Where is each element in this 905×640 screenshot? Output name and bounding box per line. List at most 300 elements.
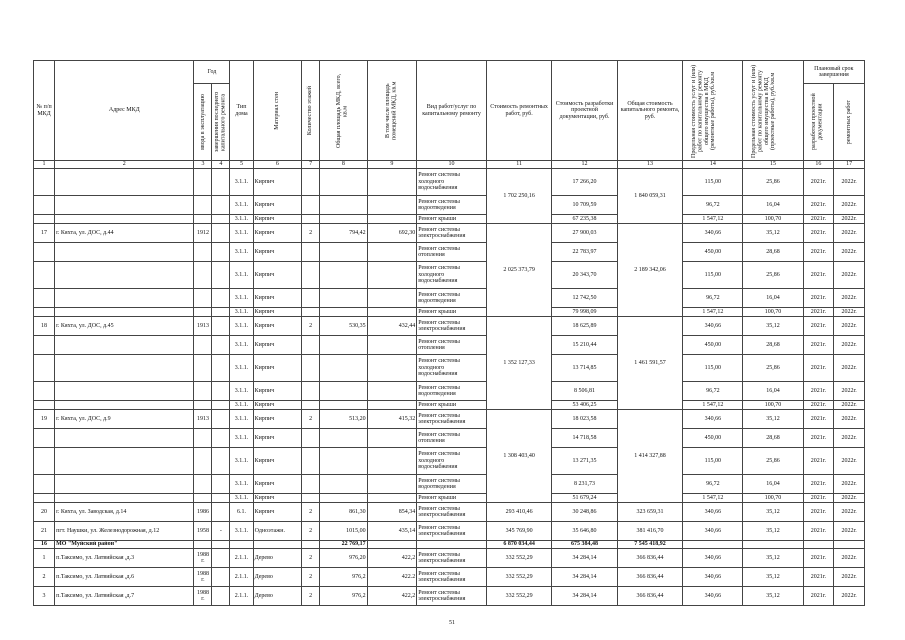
column-number: 13 <box>617 161 682 169</box>
limit-design-cell: 100,70 <box>743 401 803 410</box>
floors-cell <box>302 382 320 401</box>
wall-material-cell: Кирпич <box>253 196 302 215</box>
floors-cell <box>302 262 320 289</box>
header-works: Вид работ/услуг по капитальному ремонту <box>417 61 487 161</box>
premises-area-cell <box>367 169 417 196</box>
wall-material-cell: Кирпич <box>253 224 302 243</box>
house-type-cell: 3.1.1. <box>230 429 253 448</box>
year-repair-cell <box>212 262 230 289</box>
deadline-design-cell <box>803 541 834 549</box>
limit-repair-cell: 340,66 <box>683 503 743 522</box>
limit-design-cell: 35,12 <box>743 503 803 522</box>
row-number: 20 <box>34 503 55 522</box>
wall-material-cell: Кирпич <box>253 336 302 355</box>
year-repair-cell <box>212 401 230 410</box>
column-number: 6 <box>253 161 302 169</box>
limit-repair-cell: 115,00 <box>683 169 743 196</box>
header-total-area: Общая площадь МКД, всего, кв.м <box>336 73 349 148</box>
cost-design-cell: 15 210,44 <box>552 336 617 355</box>
year-built-cell <box>194 401 212 410</box>
cost-design-cell: 34 284,14 <box>552 587 617 606</box>
table-row <box>34 568 865 587</box>
total-area-cell <box>320 215 368 224</box>
limit-repair-cell: 96,72 <box>683 382 743 401</box>
wall-material-cell: Кирпич <box>253 262 302 289</box>
cost-total-cell: 1 414 327,88 <box>617 410 682 503</box>
year-built-cell: 1988 г. <box>194 568 212 587</box>
column-number: 15 <box>743 161 803 169</box>
year-repair-cell <box>212 494 230 503</box>
row-number: 19 <box>34 410 55 429</box>
total-area-cell <box>320 494 368 503</box>
limit-design-cell: 28,68 <box>743 243 803 262</box>
year-repair-cell <box>212 308 230 317</box>
header-num: № п/п МКД <box>34 61 55 161</box>
address-cell: МО "Муйский район" <box>55 541 194 549</box>
address-cell <box>55 382 194 401</box>
address-cell <box>55 262 194 289</box>
total-area-cell: 22 769,17 <box>320 541 368 549</box>
deadline-repair-cell: 2022г. <box>834 587 865 606</box>
year-repair-cell <box>212 336 230 355</box>
total-area-cell: 861,30 <box>320 503 368 522</box>
address-cell <box>55 196 194 215</box>
work-type-cell: Ремонт системы водоотведения <box>417 382 487 401</box>
column-number: 5 <box>230 161 253 169</box>
work-type-cell: Ремонт системы электроснабжения <box>417 224 487 243</box>
house-type-cell: 3.1.1. <box>230 382 253 401</box>
year-repair-cell <box>212 355 230 382</box>
cost-works-cell: 332 552,29 <box>486 568 551 587</box>
column-number: 7 <box>302 161 320 169</box>
floors-cell: 2 <box>302 410 320 429</box>
premises-area-cell <box>367 429 417 448</box>
deadline-design-cell: 2021г. <box>803 196 834 215</box>
work-type-cell: Ремонт системы водоотведения <box>417 289 487 308</box>
wall-material-cell: Кирпич <box>253 382 302 401</box>
total-area-cell <box>320 308 368 317</box>
year-repair-cell <box>212 382 230 401</box>
limit-design-cell: 35,12 <box>743 224 803 243</box>
cost-design-cell: 34 284,14 <box>552 568 617 587</box>
limit-repair-cell: 115,00 <box>683 262 743 289</box>
wall-material-cell: Кирпич <box>253 503 302 522</box>
cost-total-cell: 2 189 342,06 <box>617 224 682 317</box>
year-repair-cell <box>212 587 230 606</box>
limit-repair-cell: 340,66 <box>683 317 743 336</box>
cost-works-cell: 332 552,29 <box>486 549 551 568</box>
premises-area-cell: 415,32 <box>367 410 417 429</box>
work-type-cell <box>417 541 487 549</box>
header-floors: Количество этажей <box>307 85 314 136</box>
header-cost-design: Стоимость разработки проектной документации, руб. <box>552 61 617 161</box>
work-type-cell: Ремонт системы электроснабжения <box>417 410 487 429</box>
limit-repair-cell: 1 547,12 <box>683 215 743 224</box>
work-type-cell: Ремонт системы электроснабжения <box>417 317 487 336</box>
row-number <box>34 308 55 317</box>
floors-cell: 2 <box>302 503 320 522</box>
header-limit-cost-2: Предельная стоимость услуг и (или) работ по капитальному ремонту общего имущества в МКД (проектные работы), руб./кв.м <box>750 63 777 158</box>
limit-design-cell: 100,70 <box>743 308 803 317</box>
header-limit-cost-1: Предельная стоимость услуг и (или) работ по капитальному ремонту общего имущества в МКД (ремонтные работы), руб./кв.м <box>690 63 717 158</box>
house-type-cell: 3.1.1. <box>230 262 253 289</box>
table-row <box>34 224 865 243</box>
deadline-design-cell: 2021г. <box>803 224 834 243</box>
address-cell <box>55 475 194 494</box>
year-repair-cell <box>212 317 230 336</box>
cost-design-cell: 35 646,80 <box>552 522 617 541</box>
year-built-cell: 1913 <box>194 410 212 429</box>
deadline-repair-cell <box>834 541 865 549</box>
wall-material-cell: Дерево <box>253 549 302 568</box>
premises-area-cell <box>367 289 417 308</box>
house-type-cell: 3.1.1. <box>230 243 253 262</box>
table-row <box>34 262 865 289</box>
year-repair-cell <box>212 289 230 308</box>
wall-material-cell: Кирпич <box>253 243 302 262</box>
header-deadline-design: разработки проектной документации <box>811 93 824 151</box>
table-row <box>34 429 865 448</box>
year-built-cell <box>194 475 212 494</box>
row-number: 3 <box>34 587 55 606</box>
premises-area-cell <box>367 494 417 503</box>
limit-design-cell: 16,04 <box>743 382 803 401</box>
work-type-cell: Ремонт системы водоотведения <box>417 475 487 494</box>
wall-material-cell: Кирпич <box>253 401 302 410</box>
wall-material-cell: Кирпич <box>253 289 302 308</box>
year-built-cell <box>194 243 212 262</box>
premises-area-cell <box>367 355 417 382</box>
column-number: 14 <box>683 161 743 169</box>
house-type-cell: 3.1.1. <box>230 169 253 196</box>
total-area-cell: 1015,00 <box>320 522 368 541</box>
deadline-repair-cell: 2022г. <box>834 568 865 587</box>
cost-design-cell: 34 284,14 <box>552 549 617 568</box>
row-number <box>34 336 55 355</box>
work-type-cell: Ремонт системы электроснабжения <box>417 522 487 541</box>
house-type-cell: 3.1.1. <box>230 336 253 355</box>
table-row <box>34 289 865 308</box>
table-body <box>34 169 865 606</box>
cost-total-cell: 1 840 059,31 <box>617 169 682 224</box>
column-number: 2 <box>55 161 194 169</box>
premises-area-cell <box>367 382 417 401</box>
header-cost-total: Общая стоимость капитального ремонта, руб. <box>617 61 682 161</box>
limit-repair-cell: 340,66 <box>683 224 743 243</box>
work-type-cell: Ремонт системы отопления <box>417 429 487 448</box>
limit-design-cell: 28,68 <box>743 336 803 355</box>
row-number: 17 <box>34 224 55 243</box>
work-type-cell: Ремонт системы холодного водоснабжения <box>417 262 487 289</box>
deadline-repair-cell: 2022г. <box>834 355 865 382</box>
address-cell: п.Таксимо, ул. Латвийская ,д.7 <box>55 587 194 606</box>
header-wall-material: Материал стен <box>274 91 281 130</box>
wall-material-cell: Кирпич <box>253 410 302 429</box>
floors-cell <box>302 541 320 549</box>
year-built-cell <box>194 308 212 317</box>
house-type-cell <box>230 541 253 549</box>
cost-design-cell: 30 248,86 <box>552 503 617 522</box>
cost-design-cell: 67 235,38 <box>552 215 617 224</box>
header-year-last-repair: завершения последнего капитального ремонта <box>213 91 227 153</box>
limit-repair-cell: 115,00 <box>683 448 743 475</box>
year-built-cell <box>194 494 212 503</box>
limit-repair-cell: 450,00 <box>683 336 743 355</box>
year-built-cell <box>194 262 212 289</box>
cost-total-cell: 323 659,31 <box>617 503 682 522</box>
house-type-cell: 3.1.1. <box>230 475 253 494</box>
limit-repair-cell: 115,00 <box>683 355 743 382</box>
header-address: Адрес МКД <box>55 61 194 161</box>
cost-works-cell: 293 410,46 <box>486 503 551 522</box>
year-built-cell: 1988 г. <box>194 587 212 606</box>
year-repair-cell <box>212 215 230 224</box>
year-repair-cell <box>212 196 230 215</box>
wall-material-cell: Дерево <box>253 568 302 587</box>
house-type-cell: 2.1.1. <box>230 568 253 587</box>
premises-area-cell <box>367 262 417 289</box>
row-number <box>34 382 55 401</box>
limit-design-cell: 25,86 <box>743 448 803 475</box>
row-number <box>34 448 55 475</box>
deadline-design-cell: 2021г. <box>803 522 834 541</box>
limit-design-cell: 35,12 <box>743 587 803 606</box>
year-built-cell <box>194 169 212 196</box>
table-row <box>34 215 865 224</box>
premises-area-cell <box>367 401 417 410</box>
column-number: 1 <box>34 161 55 169</box>
year-repair-cell <box>212 503 230 522</box>
premises-area-cell <box>367 215 417 224</box>
cost-design-cell: 8 506,81 <box>552 382 617 401</box>
row-number <box>34 475 55 494</box>
house-type-cell: 3.1.1. <box>230 289 253 308</box>
cost-design-cell: 13 714,85 <box>552 355 617 382</box>
cost-design-cell: 8 231,73 <box>552 475 617 494</box>
table-row <box>34 410 865 429</box>
address-cell: г. Кяхта, ул. Заводская, д.14 <box>55 503 194 522</box>
cost-design-cell: 10 709,59 <box>552 196 617 215</box>
deadline-design-cell: 2021г. <box>803 429 834 448</box>
column-number: 9 <box>367 161 417 169</box>
table-row <box>34 317 865 336</box>
column-number: 17 <box>834 161 865 169</box>
total-area-cell: 976,20 <box>320 549 368 568</box>
wall-material-cell: Дерево <box>253 587 302 606</box>
cost-works-cell: 2 025 373,79 <box>486 224 551 317</box>
header-year-group: Год <box>194 61 230 84</box>
house-type-cell: 3.1.1. <box>230 355 253 382</box>
year-built-cell <box>194 448 212 475</box>
work-type-cell: Ремонт системы электроснабжения <box>417 549 487 568</box>
limit-design-cell: 16,04 <box>743 475 803 494</box>
table-row <box>34 382 865 401</box>
deadline-design-cell: 2021г. <box>803 382 834 401</box>
work-type-cell: Ремонт системы холодного водоснабжения <box>417 169 487 196</box>
premises-area-cell <box>367 196 417 215</box>
year-built-cell <box>194 541 212 549</box>
header-house-type: Тип дома <box>230 61 253 161</box>
work-type-cell: Ремонт системы электроснабжения <box>417 568 487 587</box>
limit-repair-cell: 450,00 <box>683 429 743 448</box>
total-area-cell: 530,35 <box>320 317 368 336</box>
total-area-cell <box>320 196 368 215</box>
row-number <box>34 262 55 289</box>
house-type-cell: 3.1.1. <box>230 401 253 410</box>
limit-design-cell: 35,12 <box>743 410 803 429</box>
floors-cell <box>302 308 320 317</box>
address-cell <box>55 243 194 262</box>
year-built-cell <box>194 336 212 355</box>
deadline-repair-cell: 2022г. <box>834 215 865 224</box>
cost-works-cell: 332 552,29 <box>486 587 551 606</box>
limit-repair-cell: 1 547,12 <box>683 494 743 503</box>
row-number <box>34 169 55 196</box>
floors-cell: 2 <box>302 522 320 541</box>
floors-cell <box>302 401 320 410</box>
address-cell: г. Кяхта, ул. ДОС, д.9 <box>55 410 194 429</box>
deadline-repair-cell: 2022г. <box>834 382 865 401</box>
deadline-repair-cell: 2022г. <box>834 196 865 215</box>
column-numbers-row <box>34 161 865 169</box>
limit-repair-cell: 340,66 <box>683 568 743 587</box>
premises-area-cell: 422,2 <box>367 587 417 606</box>
premises-area-cell <box>367 243 417 262</box>
deadline-repair-cell: 2022г. <box>834 317 865 336</box>
wall-material-cell: Кирпич <box>253 215 302 224</box>
cost-design-cell: 22 783,97 <box>552 243 617 262</box>
premises-area-cell: 854,34 <box>367 503 417 522</box>
page-number: 51 <box>449 620 455 626</box>
address-cell <box>55 169 194 196</box>
limit-repair-cell: 1 547,12 <box>683 308 743 317</box>
cost-design-cell: 18 023,58 <box>552 410 617 429</box>
column-number: 4 <box>212 161 230 169</box>
year-built-cell: 1988 г. <box>194 549 212 568</box>
deadline-design-cell: 2021г. <box>803 355 834 382</box>
deadline-design-cell: 2021г. <box>803 448 834 475</box>
limit-design-cell: 28,68 <box>743 429 803 448</box>
year-repair-cell <box>212 448 230 475</box>
address-cell <box>55 448 194 475</box>
premises-area-cell: 692,30 <box>367 224 417 243</box>
limit-design-cell: 35,12 <box>743 522 803 541</box>
deadline-design-cell: 2021г. <box>803 503 834 522</box>
floors-cell <box>302 448 320 475</box>
premises-area-cell: 432,44 <box>367 317 417 336</box>
deadline-design-cell: 2021г. <box>803 308 834 317</box>
total-area-cell <box>320 401 368 410</box>
deadline-repair-cell: 2022г. <box>834 169 865 196</box>
total-area-cell <box>320 382 368 401</box>
limit-design-cell: 100,70 <box>743 494 803 503</box>
deadline-repair-cell: 2022г. <box>834 224 865 243</box>
table-row <box>34 169 865 196</box>
year-repair-cell <box>212 541 230 549</box>
floors-cell <box>302 494 320 503</box>
wall-material-cell: Кирпич <box>253 494 302 503</box>
limit-design-cell: 16,04 <box>743 289 803 308</box>
deadline-repair-cell: 2022г. <box>834 475 865 494</box>
wall-material-cell: Одноэтажн. <box>253 522 302 541</box>
limit-repair-cell: 340,66 <box>683 522 743 541</box>
floors-cell: 2 <box>302 568 320 587</box>
work-type-cell: Ремонт системы электроснабжения <box>417 587 487 606</box>
column-number: 16 <box>803 161 834 169</box>
cost-total-cell: 366 836,44 <box>617 568 682 587</box>
limit-repair-cell <box>683 541 743 549</box>
cost-works-cell: 1 308 403,40 <box>486 410 551 503</box>
house-type-cell: 3.1.1. <box>230 410 253 429</box>
table-row <box>34 549 865 568</box>
year-built-cell: 1912 <box>194 224 212 243</box>
year-repair-cell <box>212 429 230 448</box>
header-year-built: ввода в эксплуатацию <box>199 94 206 150</box>
table-row <box>34 587 865 606</box>
premises-area-cell: 422.2 <box>367 568 417 587</box>
table-row <box>34 243 865 262</box>
row-number <box>34 355 55 382</box>
deadline-repair-cell: 2022г. <box>834 262 865 289</box>
address-cell <box>55 308 194 317</box>
table-row <box>34 448 865 475</box>
work-type-cell: Ремонт крыши <box>417 215 487 224</box>
cost-total-cell: 366 836,44 <box>617 587 682 606</box>
cost-design-cell: 18 625,89 <box>552 317 617 336</box>
floors-cell <box>302 336 320 355</box>
table-row <box>34 308 865 317</box>
address-cell: г. Кяхта, ул. ДОС, д.45 <box>55 317 194 336</box>
table-row <box>34 475 865 494</box>
deadline-repair-cell: 2022г. <box>834 308 865 317</box>
wall-material-cell: Кирпич <box>253 355 302 382</box>
row-number: 1 <box>34 549 55 568</box>
year-built-cell <box>194 215 212 224</box>
cost-design-cell: 13 271,35 <box>552 448 617 475</box>
address-cell: г. Кяхта, ул. ДОС, д.44 <box>55 224 194 243</box>
house-type-cell: 2.1.1. <box>230 587 253 606</box>
year-built-cell <box>194 196 212 215</box>
floors-cell <box>302 196 320 215</box>
total-area-cell <box>320 336 368 355</box>
total-area-cell <box>320 243 368 262</box>
limit-design-cell: 35,12 <box>743 549 803 568</box>
row-number: 2 <box>34 568 55 587</box>
table-row <box>34 401 865 410</box>
house-type-cell: 3.1.1. <box>230 308 253 317</box>
row-number <box>34 215 55 224</box>
deadline-design-cell: 2021г. <box>803 215 834 224</box>
cost-total-cell: 381 416,70 <box>617 522 682 541</box>
total-area-cell <box>320 262 368 289</box>
deadline-repair-cell: 2022г. <box>834 429 865 448</box>
cost-design-cell: 12 742,50 <box>552 289 617 308</box>
wall-material-cell: Кирпич <box>253 475 302 494</box>
cost-design-cell: 51 679,24 <box>552 494 617 503</box>
premises-area-cell <box>367 308 417 317</box>
year-repair-cell <box>212 549 230 568</box>
address-cell <box>55 494 194 503</box>
deadline-repair-cell: 2022г. <box>834 522 865 541</box>
total-area-cell <box>320 448 368 475</box>
header-deadline-repair: ремонтных работ <box>845 99 852 145</box>
column-number: 8 <box>320 161 368 169</box>
wall-material-cell: Кирпич <box>253 317 302 336</box>
year-repair-cell: - <box>212 522 230 541</box>
limit-repair-cell: 340,66 <box>683 410 743 429</box>
deadline-design-cell: 2021г. <box>803 289 834 308</box>
year-built-cell <box>194 429 212 448</box>
